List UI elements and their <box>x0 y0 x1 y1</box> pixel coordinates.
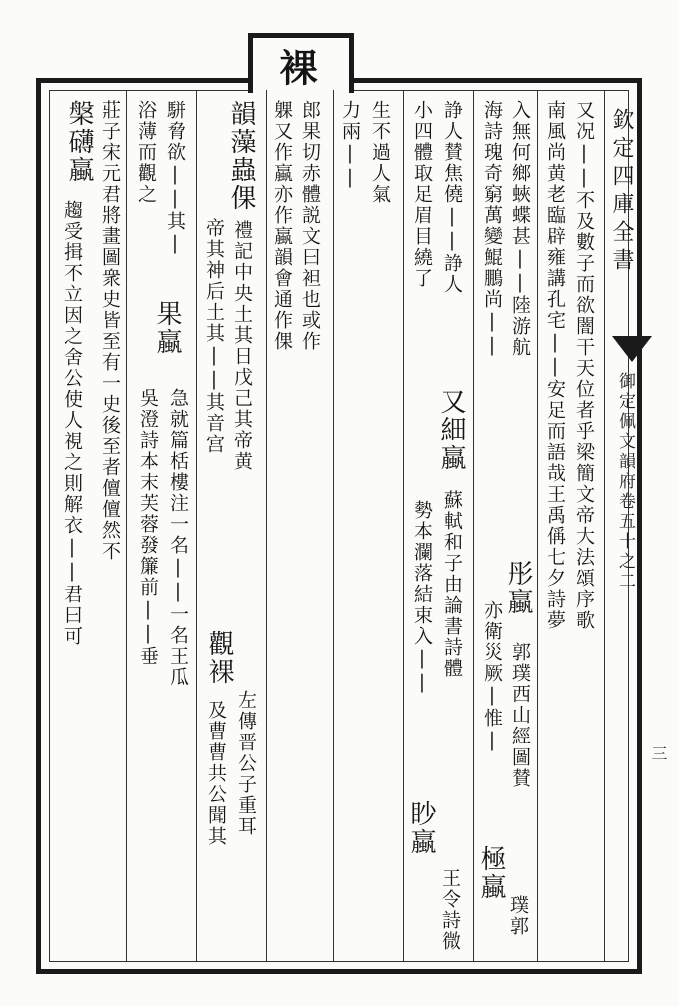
text-column: 小四體取足眉目繞了 <box>411 100 433 289</box>
text-column: 莊子宋元君將畫圖衆史皆至有一史後至者儃儃然不 <box>99 100 121 562</box>
headword: 槃礴蠃 <box>64 100 94 184</box>
text-column: 力兩|| <box>339 100 361 190</box>
column-rule <box>196 90 197 962</box>
text-column: 左傳晋公子重耳 <box>235 690 257 837</box>
text-column: 趨受揖不立因之舍公使人視之則解衣||君曰可 <box>61 200 83 647</box>
text-column: 亦衛災厥|惟| <box>481 600 503 753</box>
text-column: 入無何鄉蛺蝶甚||陸游航 <box>509 100 531 358</box>
headword: 又細蠃 <box>436 388 466 472</box>
text-column: 郎果切赤體説文曰袒也或作 <box>299 100 321 352</box>
text-column: 吳澄詩本末芙蓉發簾前||垂 <box>137 388 159 667</box>
text-column: 躶又作蠃亦作蠃韻會通作倮 <box>271 100 293 352</box>
fish-tail-ornament <box>612 336 652 362</box>
column-rule <box>126 90 127 962</box>
volume-title: 御定佩文韻府卷五十之二 <box>615 372 635 592</box>
headword: 眇蠃 <box>406 800 436 856</box>
inner-border <box>49 90 629 962</box>
text-column: 勢本瀾落結束入|| <box>411 500 433 695</box>
text-column: 南風尚黄老臨辟雍講孔宅||安足而語哉王禹偁七夕詩夢 <box>544 100 566 631</box>
headword: 彤蠃 <box>503 560 533 616</box>
text-column: 及曹曹共公聞其 <box>205 700 227 847</box>
text-column: 又况||不及數子而欲闇干天位者乎梁簡文帝大法頌序歌 <box>573 100 595 631</box>
text-column: 蘇軾和子由論書詩體 <box>441 490 463 679</box>
book-title: 欽定四庫全書 <box>609 108 634 276</box>
text-column: 生不過人氣 <box>369 100 391 205</box>
text-column: 急就篇栝樓注一名||一名王瓜 <box>167 388 189 688</box>
headword: 極蠃 <box>476 845 506 901</box>
text-column: 禮記中央土其日戊己其帝黄 <box>231 220 253 472</box>
column-rule <box>537 90 538 962</box>
text-column: 璞郭 <box>507 895 529 937</box>
text-column: 駢脅欲||其| <box>164 100 186 256</box>
text-column: 王令詩微 <box>439 868 461 952</box>
text-column: 諍人賛焦僥||諍人 <box>441 100 463 295</box>
column-rule <box>333 90 334 962</box>
headword-large: 裸 <box>273 48 318 87</box>
column-rule <box>266 90 267 962</box>
headword: 觀裸 <box>204 630 234 686</box>
headword: 果蠃 <box>152 300 182 356</box>
text-column: 帝其神后土其||其音宫 <box>203 218 225 455</box>
text-column: 浴薄而觀之 <box>135 100 157 205</box>
column-rule <box>473 90 474 962</box>
section-heading: 韻藻蟲倮 <box>226 100 256 212</box>
scan-mark: 三 <box>649 745 668 763</box>
text-column: 郭璞西山經圖賛 <box>509 642 531 789</box>
text-column: 海詩瑰奇窮萬變鯤鵬尚|| <box>481 100 503 358</box>
column-rule <box>403 90 404 962</box>
